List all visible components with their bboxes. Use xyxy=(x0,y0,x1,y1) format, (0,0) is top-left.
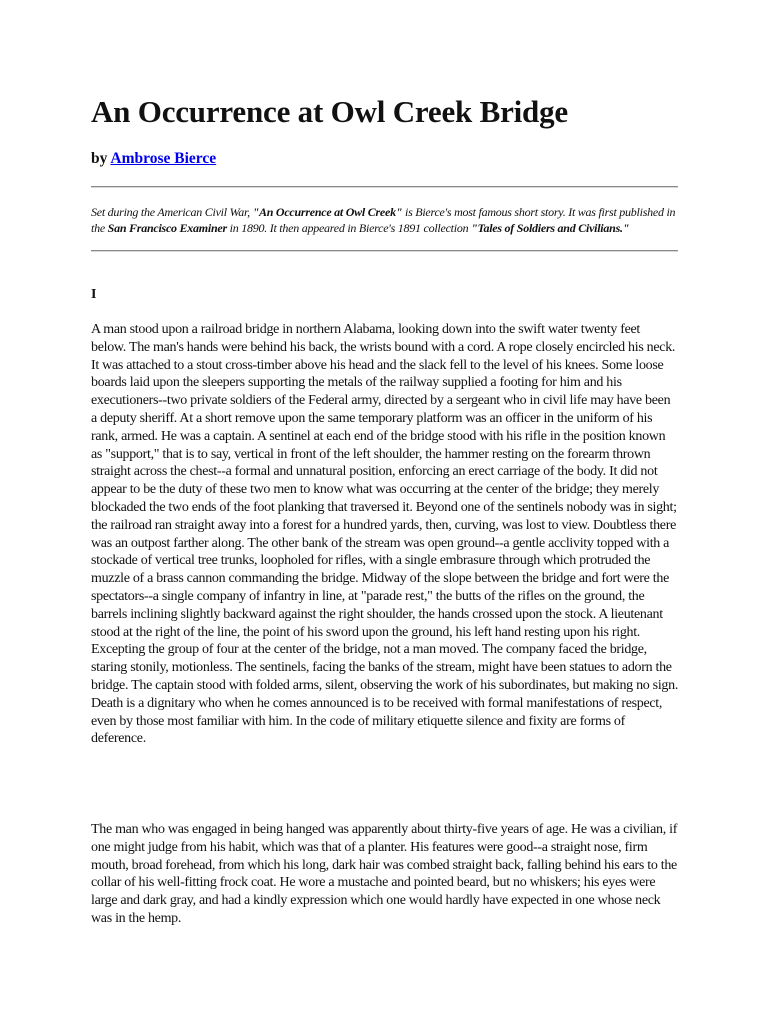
intro-text-3: in 1890. It then appeared in Bierce's 1891 collection xyxy=(226,220,472,235)
intro-blurb xyxy=(91,205,678,236)
intro-newspaper-name: San Francisco Examiner xyxy=(107,220,227,235)
byline-prefix: by xyxy=(91,150,108,167)
page-title: An Occurrence at Owl Creek Bridge xyxy=(91,94,568,129)
intro-collection-title: "Tales of Soldiers and Civilians." xyxy=(471,220,630,235)
divider-bottom xyxy=(91,250,678,252)
intro-text-1: Set during the American Civil War, xyxy=(91,205,253,219)
intro-story-title: "An Occurrence at Owl Creek" xyxy=(252,205,403,219)
byline xyxy=(91,150,216,168)
story-paragraph-1: A man stood upon a railroad bridge in northern Alabama, looking down into the swift water twenty feet below. The man's hands were behind his back, the wrists bound with a cord. A rope closely encircled his neck. It was attached to a stout cross-timber above his head and the slack fell to the level of his knees. Some loose boards laid upon the sleepers supporting the metals of the railway supplied a footing for him and his executioners--two private soldiers of the Federal army, directed by a sergeant who in civil life may have been a deputy sheriff. At a short remove upon the same temporary platform was an officer in the uniform of his rank, armed. He was a captain. A sentinel at each end of the bridge stood with his rifle in the position known as "support," that is to say, vertical in front of the left shoulder, the hammer resting on the forearm thrown straight across the chest--a formal and unnatural position, enforcing an erect carriage of the body. It did not appear to be the duty of these two men to know what was occurring at the center of the bridge; they merely blockaded the two ends of the foot planking that traversed it. Beyond one of the sentinels nobody was in sight; the railroad ran straight away into a forest for a hundred yards, then, curving, was lost to view. Doubtless there was an outpost farther along. The other bank of the stream was open ground--a gentle acclivity topped with a stockade of vertical tree trunks, loopholed for rifles, with a single embrasure through which protruded the muzzle of a brass cannon commanding the bridge. Midway of the slope between the bridge and fort were the spectators--a single company of infantry in line, at "parade rest," the butts of the rifles on the ground, the barrels inclining slightly backward against the right shoulder, the hands crossed upon the stock. A lieutenant stood at the right of the line, the point of his sword upon the ground, his left hand resting upon his right. Excepting the group of four at the center of the bridge, not a man moved. The company faced the bridge, staring stonily, motionless. The sentinels, facing the banks of the stream, might have been statues to adorn the bridge. The captain stood with folded arms, silent, observing the work of his subordinates, but making no sign. Death is a dignitary who when he comes announced is to be received with formal manifestations of respect, even by those most familiar with him. In the code of military etiquette silence and fixity are forms of deference. xyxy=(91,322,679,747)
section-heading: I xyxy=(91,287,97,302)
intro-text-2: is Bierce's most famous short story. It was first published in the xyxy=(91,205,676,235)
story-paragraph-2: The man who was engaged in being hanged was apparently about thirty-five years of age. He was a civilian, if one might judge from his habit, which was that of a planter. His features were good--a straight nose, firm mouth, broad forehead, from which his long, dark hair was combed straight back, falling behind his ears to the collar of his well-fitting frock coat. He wore a mustache and pointed beard, but no whiskers; his eyes were large and dark gray, and had a kindly expression which one would hardly have expected in one whose neck was in the hemp. xyxy=(91,822,678,926)
author-link[interactable]: Ambrose Bierce xyxy=(110,150,217,167)
divider-top xyxy=(91,186,678,188)
